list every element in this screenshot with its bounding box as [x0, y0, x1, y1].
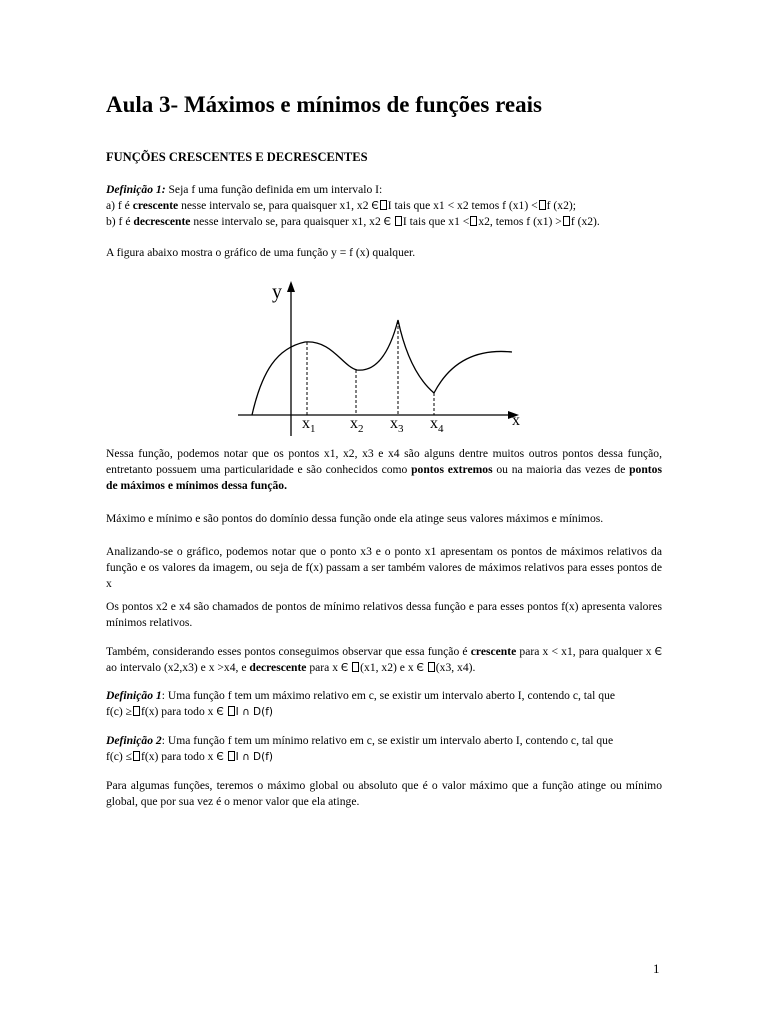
x1-label: $x_1$	[302, 415, 316, 435]
missing-glyph-icon	[380, 200, 387, 210]
missing-glyph-icon	[133, 751, 140, 761]
y-axis-label: y	[272, 281, 282, 303]
x-axis-label: x	[512, 412, 520, 429]
paragraph-max-min: Máximo e mínimo e são pontos do domínio dessa função onde ela atinge seus valores máximos e mínimos.	[106, 512, 604, 525]
missing-glyph-icon	[563, 216, 570, 226]
paragraph-increasing-decreasing: Também, considerando esses pontos conseguimos observar que essa função é crescente para x < x1, para qualquer x Є ao intervalo (x2,x3) e x >x4, e decrescente para x Є (x1, x2) e x Є (x3, x4).	[106, 645, 662, 674]
definition-1-item-a: a) f é crescente nesse intervalo se, para quaisquer x1, x2 Є I tais que x1 < x2 temos f (x1) < f (x2);	[106, 199, 576, 212]
paragraph-relative-max: Analizando-se o gráfico, podemos notar que o ponto x3 e o ponto x1 apresentam os pontos de máximos relativos da função e os valores da imagem, ou seja de f(x) passam a ser também valores de máximos relativos para esses pontos de x	[106, 545, 662, 590]
definition-max-label: Definição 1	[106, 689, 162, 702]
paragraph-extreme-points: Nessa função, podemos notar que os pontos x1, x2, x3 e x4 são alguns dentre muitos outros pontos dessa função, entretanto possuem uma particularidade e são conhecidos como pontos extremos ou na maioria das vezes de pontos de máximos e mínimos dessa função.	[106, 447, 662, 492]
paragraph-global-extrema: Para algumas funções, teremos o máximo global ou absoluto que é o valor máximo que a função atinge ou mínimo global, que por sua vez é o menor valor que ela atinge.	[106, 779, 662, 808]
page-number: 1	[653, 961, 660, 976]
missing-glyph-icon	[352, 662, 359, 672]
definition-1-label: Definição 1:	[106, 183, 166, 196]
paragraph-relative-min: Os pontos x2 e x4 são chamados de pontos de mínimo relativos dessa função e para esses pontos f(x) apresenta valores mínimos relativos.	[106, 600, 662, 629]
missing-glyph-icon	[228, 751, 235, 761]
definition-max-block: Definição 1: Uma função f tem um máximo relativo em c, se existir um intervalo aberto I, contendo c, tal que f(c) ≥ f(x) para todo x Є I ∩ D(f)	[106, 689, 616, 718]
function-graph	[232, 276, 532, 442]
x3-label: $x_3$	[390, 415, 404, 435]
missing-glyph-icon	[470, 216, 477, 226]
x2-label: $x_2$	[350, 415, 364, 435]
missing-glyph-icon	[428, 662, 435, 672]
missing-glyph-icon	[133, 706, 140, 716]
figure-intro: A figura abaixo mostra o gráfico de uma função y = f (x) qualquer.	[106, 246, 416, 259]
definition-min-block: Definição 2: Uma função f tem um mínimo relativo em c, se existir um intervalo aberto I, contendo c, tal que f(c) ≤ f(x) para todo x Є I ∩ D(f)	[106, 734, 614, 763]
definition-min-label: Definição 2	[106, 734, 162, 747]
x4-label: $x_4$	[430, 415, 444, 435]
missing-glyph-icon	[228, 706, 235, 716]
definition-1-line: Definição 1: Seja f uma função definida em um intervalo I:	[106, 183, 383, 196]
page-title: Aula 3- Máximos e mínimos de funções reais	[106, 92, 542, 117]
definition-1-item-b: b) f é decrescente nesse intervalo se, para quaisquer x1, x2 Є I tais que x1 < x2, temos f (x1) > f (x2).	[106, 215, 600, 228]
missing-glyph-icon	[539, 200, 546, 210]
section-heading: FUNÇÕES CRESCENTES E DECRESCENTES	[106, 150, 368, 164]
missing-glyph-icon	[395, 216, 402, 226]
y-axis-arrow-icon	[287, 281, 295, 292]
definition-1-block	[106, 182, 662, 230]
